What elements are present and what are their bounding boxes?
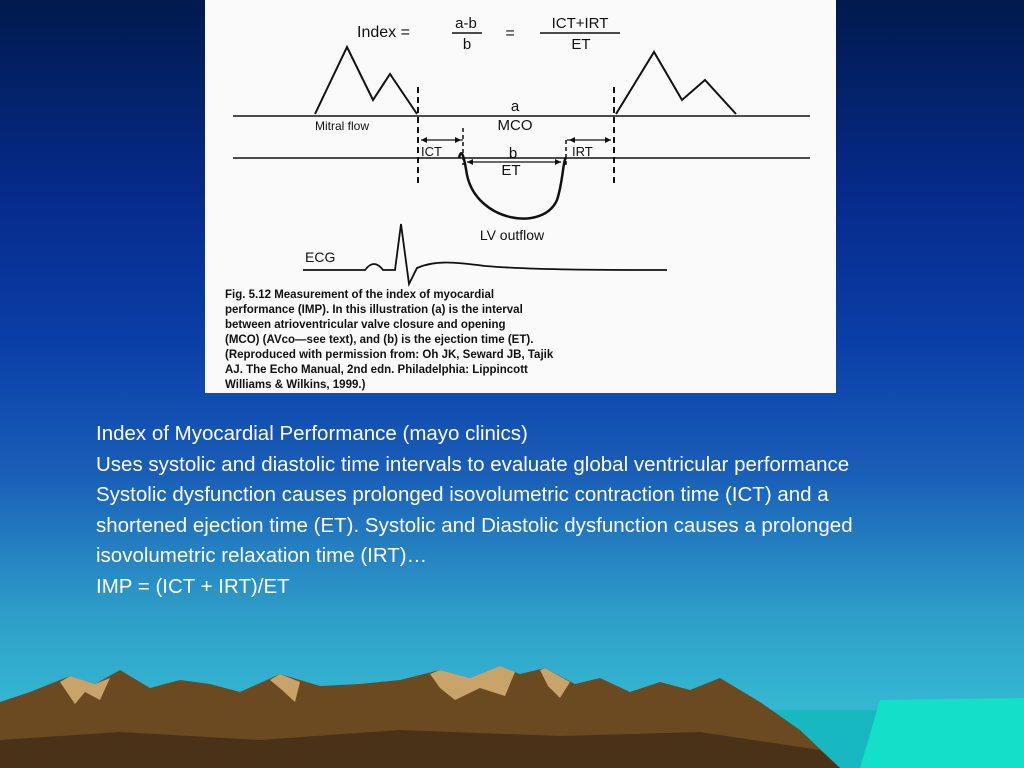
label-ict: ICT xyxy=(421,144,442,159)
caption-line-2: performance (IMP). In this illustration (a) is the interval xyxy=(225,304,523,316)
label-et: ET xyxy=(501,162,521,179)
imp-diagram-figure xyxy=(205,0,836,393)
caption-line-3: between atrioventricular valve closure and opening xyxy=(225,319,506,331)
formula-frac1-num: a-b xyxy=(455,15,477,32)
mitral-wave-right xyxy=(616,52,736,114)
caption-line-7: Williams & Wilkins, 1999.) xyxy=(225,379,366,391)
label-b: b xyxy=(508,145,518,162)
label-lv-outflow: LV outflow xyxy=(479,227,545,243)
label-irt: IRT xyxy=(572,144,593,159)
formula-frac2-num: ICT+IRT xyxy=(551,15,609,32)
formula-eq: = xyxy=(505,25,515,42)
caption-line-5: (Reproduced with permission from: Oh JK, Seward JB, Tajik xyxy=(225,349,554,361)
lagoon xyxy=(860,698,1024,768)
body-line-intervals: Uses systolic and diastolic time intervals to evaluate global ventricular performance xyxy=(96,452,850,476)
formula-lhs: Index = xyxy=(357,24,410,41)
formula-frac2-den: ET xyxy=(571,36,591,53)
caption-line-4: (MCO) (AVco—see text), and (b) is the ejection time (ET). xyxy=(225,334,534,346)
body-line-title: Index of Myocardial Performance (mayo clinics) xyxy=(96,422,528,445)
label-mco: MCO xyxy=(497,117,533,134)
slide-body-text xyxy=(96,419,916,603)
label-mitral-flow: Mitral flow xyxy=(315,119,370,133)
caption-line-1: Fig. 5.12 Measurement of the index of myocardial xyxy=(225,289,495,301)
imp-diagram xyxy=(205,0,836,393)
mountain-foreground xyxy=(0,730,840,768)
body-line-formula: IMP = (ICT + IRT)/ET xyxy=(96,574,290,598)
label-ecg: ECG xyxy=(305,249,336,265)
formula-frac1-den: b xyxy=(462,36,472,53)
label-a: a xyxy=(510,98,520,115)
caption-line-6: AJ. The Echo Manual, 2nd edn. Philadelphia: Lippincott xyxy=(225,364,528,376)
mountain-landscape-decoration xyxy=(0,640,1024,768)
mitral-wave-left xyxy=(315,47,417,114)
body-line-dysfunction: Systolic dysfunction causes prolonged isovolumetric contraction time (ICT) and a shortened ejection time (ET). Systolic and Diastolic dysfunction causes a prolonged isovolumetric relaxation time (IRT)… xyxy=(96,483,853,568)
